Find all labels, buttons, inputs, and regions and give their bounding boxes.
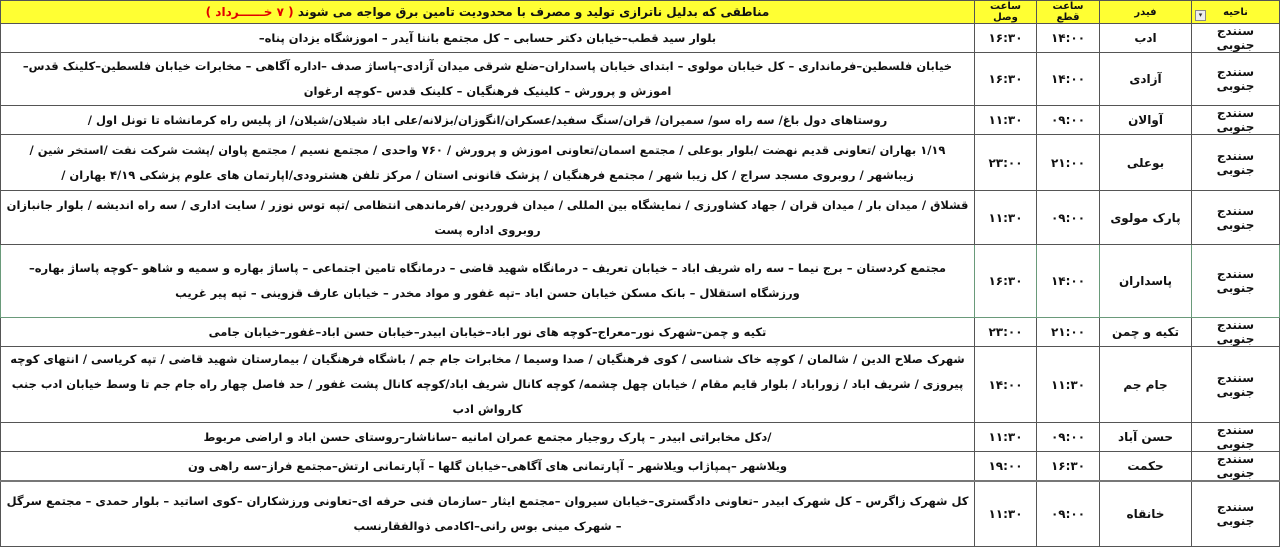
areas-cell: /دکل مخابراتی ابیدر – پارک روجیار مجتمع عمران امانیه –ساناشار–روستای حسن اباد و اراضی مربوط (1, 423, 975, 452)
title-text: مناطقی که بدلیل ناترازی تولید و مصرف با محدودیت تامین برق مواجه می شوند (297, 5, 770, 19)
table-row (1, 481, 1280, 546)
header-row (1, 1, 1280, 24)
connect-time-cell: ۲۳:۰۰ (975, 318, 1037, 347)
table-row (1, 318, 1280, 347)
connect-time-cell: ۱۶:۳۰ (975, 245, 1037, 318)
region-cell: سنندج جنوبی (1192, 245, 1280, 318)
connect-time-cell: ۱۱:۳۰ (975, 481, 1037, 546)
feeder-cell: پارک مولوی (1100, 191, 1192, 245)
areas-cell: روستاهای دول باغ/ سه راه سو/ سمیران/ قران/سنگ سفید/عسکران/انگوزان/بزلانه/علی اباد شیلان/شیلان/ از پلیس راه کرمانشاه تا تونل اول / (1, 106, 975, 135)
cut-time-cell: ۰۹:۰۰ (1037, 423, 1100, 452)
cut-time-cell: ۱۶:۳۰ (1037, 452, 1100, 482)
table-row (1, 24, 1280, 53)
connect-time-cell: ۱۶:۳۰ (975, 24, 1037, 53)
connect-time-cell: ۱۹:۰۰ (975, 452, 1037, 482)
region-cell: سنندج جنوبی (1192, 481, 1280, 546)
cut-time-cell: ۱۴:۰۰ (1037, 245, 1100, 318)
connect-time-cell: ۱۴:۰۰ (975, 347, 1037, 423)
header-connect-time: ساعت وصل (975, 1, 1037, 24)
areas-cell: شهرک صلاح الدین / شالمان / کوچه خاک شناسی / کوی فرهنگیان / صدا وسیما / مخابرات جام جم / باشگاه فرهنگیان / بیمارستان شهید قاضی / تپه کریاسی / انتهای کوچه پیروزی / شریف اباد / زوراباد / بلوار قایم مقام / خیابان چهل چشمه/ کوچه کانال شریف اباد/کوچه کانال پشت غفور / حد فاصل چهار راه جام جم تا وسط خیابان ادب جنب کارواش ادب (1, 347, 975, 423)
region-cell: سنندج جنوبی (1192, 347, 1280, 423)
region-cell: سنندج جنوبی (1192, 452, 1280, 482)
areas-cell: تکیه و چمن–شهرک نور–معراج–کوچه های نور اباد–خیابان ابیدر–خیابان حسن اباد–غفور–خیابان جامی (1, 318, 975, 347)
cut-time-cell: ۱۴:۰۰ (1037, 53, 1100, 106)
cut-time-cell: ۰۹:۰۰ (1037, 481, 1100, 546)
table-row (1, 423, 1280, 452)
areas-cell: قشلاق / میدان بار / میدان قران / جهاد کشاورزی / نمایشگاه بین المللی / میدان فروردین /فرماندهی انتظامی /تپه توس نوزر / سایت اداری / سه راه اندیشه / بلوار جانبازان روبروی اداره پست (1, 191, 975, 245)
connect-time-cell: ۱۶:۳۰ (975, 53, 1037, 106)
feeder-cell: پاسداران (1100, 245, 1192, 318)
table-row (1, 135, 1280, 191)
region-cell: سنندج جنوبی (1192, 135, 1280, 191)
cut-time-cell: ۱۱:۳۰ (1037, 347, 1100, 423)
feeder-cell: جام جم (1100, 347, 1192, 423)
connect-time-cell: ۱۱:۳۰ (975, 191, 1037, 245)
region-cell: سنندج جنوبی (1192, 191, 1280, 245)
cut-time-cell: ۱۴:۰۰ (1037, 24, 1100, 53)
cut-time-cell: ۲۱:۰۰ (1037, 318, 1100, 347)
feeder-cell: حسن آباد (1100, 423, 1192, 452)
table-row (1, 452, 1280, 482)
header-cut-time: ساعت قطع (1037, 1, 1100, 24)
header-title (1, 1, 975, 24)
areas-cell: ویلاشهر –پمپاژاب ویلاشهر – آپارتمانی های آگاهی–خیابان گلها – آپارتمانی ارتش–مجتمع فراز–سه راهی ون (1, 452, 975, 482)
header-feeder: فیدر (1100, 1, 1192, 24)
table-row (1, 347, 1280, 423)
title-date: ( ۷ خــــــرداد ) (205, 5, 294, 19)
areas-cell: کل شهرک زاگرس – کل شهرک ابیدر –تعاونی دادگستری–خیابان سیروان –مجتمع ایثار –سازمان فنی حرفه ای–تعاونی ورزشکاران –کوی اساتید – بلوار حمدی – مجتمع سرگل – شهرک مینی بوس رانی–اکادمی ذوالفقارنسب (1, 481, 975, 546)
table-row (1, 191, 1280, 245)
table-row (1, 245, 1280, 318)
region-cell: سنندج جنوبی (1192, 53, 1280, 106)
areas-cell: ۱/۱۹ بهاران /تعاونی قدیم نهضت /بلوار بوعلی / مجتمع اسمان/تعاونی اموزش و پرورش / ۷۶۰ واحدی / مجتمع نسیم / مجتمع پاوان /پشت شرکت نفت /استخر شین / زیباشهر / روبروی مسجد سراج / کل زیبا شهر / مجتمع فرهنگیان / پزشک قانونی استان / مرکز تلفن هشترودی/اپارتمان های علوم پزشکی ۴/۱۹ بهاران / (1, 135, 975, 191)
cut-time-cell: ۰۹:۰۰ (1037, 191, 1100, 245)
connect-time-cell: ۱۱:۳۰ (975, 423, 1037, 452)
areas-cell: مجتمع کردستان – برج نیما – سه راه شریف اباد – خیابان تعریف – درمانگاه شهید قاضی – درمانگاه تامین اجتماعی – پاساژ بهاره و سمیه و شاهو –کوچه پاساژ بهاره–ورزشگاه استقلال – بانک مسکن خیابان حسن اباد –تپه غفور و مواد مخدر – خیابان عارف قزوینی – تپه پیر غریب (1, 245, 975, 318)
connect-time-cell: ۱۱:۳۰ (975, 106, 1037, 135)
region-cell: سنندج جنوبی (1192, 318, 1280, 347)
region-cell: سنندج جنوبی (1192, 106, 1280, 135)
connect-time-cell: ۲۳:۰۰ (975, 135, 1037, 191)
areas-cell: خیابان فلسطین–فرمانداری – کل خیابان مولوی – ابتدای خیابان پاسداران–ضلع شرقی میدان آزادی–پاساژ صدف –اداره آگاهی – مخابرات خیابان فلسطین–کلینک قدس– اموزش و پرورش – کلینیک فرهنگیان – کلینک قدس –کوچه ارغوان (1, 53, 975, 106)
feeder-cell: حکمت (1100, 452, 1192, 482)
table-row (1, 106, 1280, 135)
header-region: ناحیه ▾ (1192, 1, 1280, 24)
feeder-cell: تکیه و چمن (1100, 318, 1192, 347)
feeder-cell: آوالان (1100, 106, 1192, 135)
cut-time-cell: ۲۱:۰۰ (1037, 135, 1100, 191)
region-cell: سنندج جنوبی (1192, 423, 1280, 452)
feeder-cell: بوعلی (1100, 135, 1192, 191)
feeder-cell: ادب (1100, 24, 1192, 53)
feeder-cell: آزادی (1100, 53, 1192, 106)
cut-time-cell: ۰۹:۰۰ (1037, 106, 1100, 135)
table-row (1, 53, 1280, 106)
filter-dropdown-icon[interactable]: ▾ (1195, 10, 1206, 21)
feeder-cell: خانقاه (1100, 481, 1192, 546)
areas-cell: بلوار سید قطب–خیابان دکتر حسابی – کل مجتمع باننا آیدر – اموزشگاه یزدان پناه– (1, 24, 975, 53)
region-cell: سنندج جنوبی (1192, 24, 1280, 53)
